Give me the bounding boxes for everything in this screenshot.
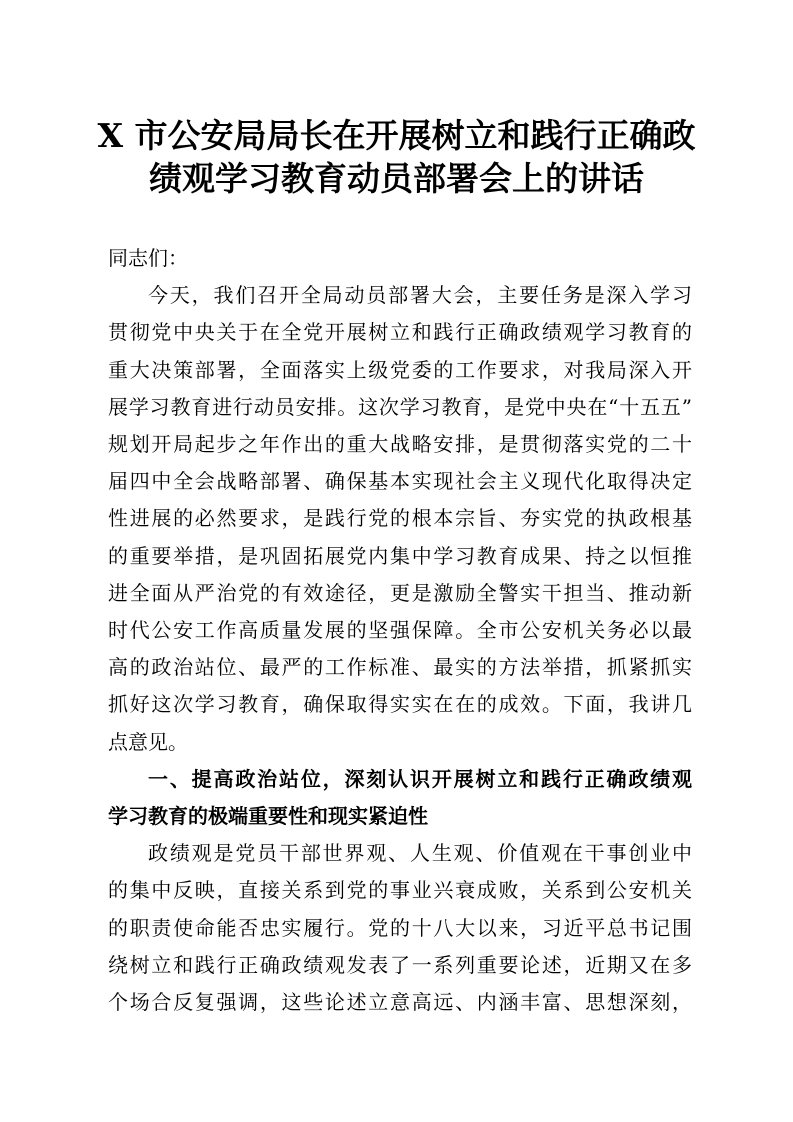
paragraph-line: 进全面从严治党的有效途径，更是激励全警实干担当、推动新 — [108, 580, 692, 605]
paragraph-line: 展学习教育进行动员安排。这次学习教育，是党中央在“十五五” — [108, 394, 692, 419]
paragraph-line: 今天，我们召开全局动员部署大会，主要任务是深入学习 — [148, 283, 692, 308]
paragraph-line: 高的政治站位、最严的工作标准、最实的方法举措，抓紧抓实 — [108, 655, 692, 680]
paragraph-line: 性进展的必然要求，是践行党的根本宗旨、夯实党的执政根基 — [108, 506, 692, 531]
paragraph-line: 个场合反复强调，这些论述立意高远、内涵丰富、思想深刻， — [108, 990, 692, 1014]
paragraph-line: 的重要举措，是巩固拓展党内集中学习教育成果、持之以恒推 — [108, 543, 692, 568]
paragraph-line: 的职责使命能否忠实履行。党的十八大以来，习近平总书记围 — [108, 915, 692, 940]
title-line: 绩观学习教育动员部署会上的讲话 — [149, 159, 644, 198]
paragraph-line: 时代公安工作高质量发展的坚强保障。全市公安机关务必以最 — [108, 618, 692, 642]
salutation: 同志们： — [108, 246, 188, 270]
section-heading-line: 学习教育的极端重要性和现实紧迫性 — [108, 804, 428, 828]
paragraph-line: 重大决策部署，全面落实上级党委的工作要求，对我局深入开 — [108, 357, 692, 382]
section-heading-line: 一、提高政治站位，深刻认识开展树立和践行正确政绩观 — [148, 766, 692, 791]
title-line: X 市公安局局长在开展树立和践行正确政 — [97, 116, 696, 155]
paragraph-line: 抓好这次学习教育，确保取得实实在在的成效。下面，我讲几 — [108, 692, 692, 717]
paragraph-line: 规划开局起步之年作出的重大战略安排，是贯彻落实党的二十 — [108, 432, 692, 456]
paragraph-line: 绕树立和践行正确政绩观发表了一系列重要论述，近期又在多 — [108, 952, 692, 977]
paragraph-line: 贯彻党中央关于在全党开展树立和践行正确政绩观学习教育的 — [108, 320, 692, 345]
paragraph-line: 的集中反映，直接关系到党的事业兴衰成败，关系到公安机关 — [108, 878, 692, 903]
paragraph-line: 政绩观是党员干部世界观、人生观、价值观在干事创业中 — [148, 841, 692, 866]
paragraph-line: 届四中全会战略部署、确保基本实现社会主义现代化取得决定 — [108, 469, 692, 494]
paragraph-line: 点意见。 — [108, 729, 188, 754]
